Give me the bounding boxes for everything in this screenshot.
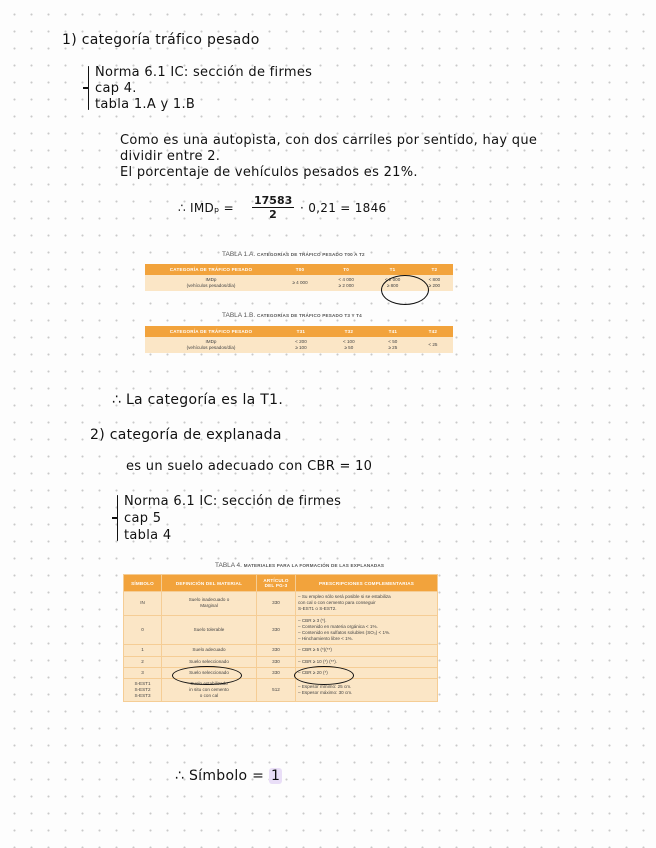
table-1a-cell — [369, 275, 415, 291]
articulo-cell: 330 — [257, 645, 296, 656]
table-1b-cell — [373, 337, 413, 353]
prescripciones-cell — [296, 592, 438, 616]
prescripciones-cell — [296, 656, 438, 667]
table-1b-caption — [222, 312, 362, 319]
table-1b-header: T32 — [325, 326, 373, 337]
ref1-line-1: Norma 6.1 IC: sección de firmes — [95, 65, 313, 80]
cell-line: – CBR ≥ 10 (*) (**). — [298, 658, 338, 664]
table-row — [124, 592, 438, 616]
table-1b-header: T42 — [413, 326, 453, 337]
conclusion-prefix: ∴ Símbolo = — [175, 768, 265, 784]
table-1a-caption-title: CATEGORÍAS DE TRÁFICO PESADO T00 A T2 — [256, 252, 365, 257]
simbolo-cell — [124, 645, 162, 656]
table-row — [124, 645, 438, 656]
simbolo-cell — [124, 592, 162, 616]
cell-line: Suelo estabilizado — [190, 680, 228, 686]
cell-line: ≥ 25 — [388, 345, 398, 351]
cell-line: – CBR ≥ 20 (*) — [298, 669, 328, 675]
section2-title: 2) categoría de explanada — [90, 427, 282, 443]
row-label-line: IMDp — [205, 339, 217, 344]
cell-line: ≥ 100 — [295, 345, 307, 351]
cell-line: ≥ 4 000 — [292, 280, 308, 286]
cell-line: 2 — [141, 658, 144, 664]
table-1b-cell — [277, 337, 325, 353]
ref1-line-3: tabla 1.A y 1.B — [95, 97, 196, 112]
cell-line: < 50 — [388, 339, 398, 344]
table-1b-cell — [325, 337, 373, 353]
ref2-line-1: Norma 6.1 IC: sección de firmes — [124, 494, 342, 509]
table-1a-caption-prefix: TABLA 1.A. — [222, 251, 256, 258]
table-1b-cell — [413, 337, 453, 353]
table-4-caption-title: MATERIALES PARA LA FORMACIÓN DE LAS EXPLANADAS — [243, 563, 385, 568]
ref2-line-3: tabla 4 — [124, 528, 172, 543]
table-1b-caption-prefix: TABLA 1.B. — [222, 312, 256, 319]
cell-line: 3 — [141, 669, 144, 675]
cell-line: Suelo inadecuado o — [188, 597, 230, 603]
table-1a-header: T1 — [369, 264, 415, 275]
table-1a-cell — [323, 275, 369, 291]
table-4-caption — [215, 562, 384, 569]
table-1a — [145, 264, 453, 291]
definicion-cell — [162, 645, 257, 656]
table-4-caption-prefix: TABLA 4. — [215, 562, 242, 569]
cell-line: < 2 000 — [384, 277, 401, 282]
cell-line: S-EST1 — [134, 680, 151, 686]
cell-line: S-EST1 o S-EST2. — [298, 606, 337, 612]
table-4-header: DEFINICIÓN DEL MATERIAL — [162, 575, 257, 592]
simbolo-value: 1 — [270, 768, 281, 784]
table-1a-caption — [222, 251, 365, 258]
cell-line: – Hinchamiento libre < 1%. — [298, 636, 354, 642]
formula-fraction — [252, 194, 294, 221]
table-1a-cell — [277, 275, 323, 291]
cell-line: o con cal — [199, 693, 219, 699]
note-line-2: dividir entre 2. — [120, 149, 221, 164]
simbolo-cell — [124, 678, 162, 702]
cell-line: Suelo adecuado — [192, 647, 226, 653]
articulo-cell: 330 — [257, 592, 296, 616]
table-1b-header: CATEGORÍA DE TRÁFICO PESADO — [145, 326, 277, 337]
prescripciones-cell — [296, 645, 438, 656]
cell-line: – Contenido en materia orgánica < 1%. — [298, 623, 378, 629]
definicion-cell — [162, 678, 257, 702]
cell-line: < 4 000 — [338, 277, 354, 282]
section1-conclusion: ∴ La categoría es la T1. — [112, 392, 284, 408]
reference-brace-1 — [88, 66, 89, 110]
table-1a-cell — [416, 275, 453, 291]
table-1a-header: T2 — [416, 264, 453, 275]
cell-line: < 800 — [428, 277, 441, 282]
simbolo-cell — [124, 615, 162, 645]
table-4 — [123, 574, 438, 702]
articulo-cell: 330 — [257, 656, 296, 667]
table-4-header: SÍMBOLO — [124, 575, 162, 592]
table-1b-header: T41 — [373, 326, 413, 337]
prescripciones-cell — [296, 615, 438, 645]
table-row — [124, 678, 438, 702]
table-row — [124, 667, 438, 678]
definicion-cell — [162, 592, 257, 616]
section1-title: 1) categoría tráfico pesado — [62, 32, 260, 48]
cell-line: ≥ 200 — [428, 283, 441, 289]
definicion-cell — [162, 615, 257, 645]
table-1a-row-label — [145, 275, 277, 291]
cell-line: S-EST3 — [134, 693, 151, 699]
formula-numerator: 17583 — [254, 194, 293, 207]
note-line-3: El porcentaje de vehículos pesados es 21%. — [120, 165, 418, 180]
row-label-line: (vehículos pesados/día) — [186, 283, 236, 289]
cell-line: ≥ 800 — [386, 283, 399, 289]
simbolo-cell — [124, 667, 162, 678]
table-1b-caption-title: CATEGORÍAS DE TRÁFICO PESADO T3 Y T4 — [256, 313, 362, 318]
cell-line: 1 — [141, 647, 144, 653]
definicion-cell — [162, 656, 257, 667]
table-row — [124, 656, 438, 667]
table-1a-header: CATEGORÍA DE TRÁFICO PESADO — [145, 264, 277, 275]
cell-line: S-EST2 — [134, 687, 151, 693]
cell-line: < 100 — [343, 339, 355, 344]
cell-line: IN — [140, 600, 145, 606]
formula-prefix: ∴ IMDₚ = — [178, 201, 234, 215]
row-label-line: (vehículos pesados/día) — [186, 345, 236, 351]
note-line-1: Como es una autopista, con dos carriles por sentido, hay que — [120, 133, 538, 148]
table-1b-row-label — [145, 337, 277, 353]
cell-line: Marginal — [200, 603, 218, 609]
row-label-line: IMDp — [205, 277, 217, 282]
cell-line: < 25 — [428, 342, 438, 348]
ref2-line-2: cap 5 — [124, 511, 162, 526]
table-1b-header: T31 — [277, 326, 325, 337]
articulo-cell: 512 — [257, 678, 296, 702]
cell-line: – Espesor máximo: 30 cm. — [298, 690, 353, 696]
table-row — [124, 615, 438, 645]
cell-line: < 200 — [295, 339, 307, 344]
table-1b — [145, 326, 453, 353]
cell-line: Suelo seleccionado — [189, 658, 229, 664]
ref1-line-2: cap 4. — [95, 81, 137, 96]
prescripciones-cell — [296, 678, 438, 702]
cell-line: ≥ 50 — [344, 345, 354, 351]
table-1a-header: T0 — [323, 264, 369, 275]
reference-brace-2 — [117, 495, 118, 541]
articulo-cell: 330 — [257, 615, 296, 645]
articulo-cell: 330 — [257, 667, 296, 678]
cell-line: con cal o con cemento para conseguir — [298, 600, 376, 606]
cell-line: 0 — [141, 626, 144, 632]
section2-conclusion — [175, 768, 282, 784]
prescripciones-cell — [296, 667, 438, 678]
cell-line: – Espesor mínimo: 25 cm. — [298, 683, 352, 689]
formula-suffix: · 0,21 = 1846 — [300, 201, 387, 215]
simbolo-cell — [124, 656, 162, 667]
cell-line: Suelo seleccionado — [189, 669, 229, 675]
table-4-header: ARTÍCULO DEL PG-3 — [257, 575, 296, 592]
cell-line: – CBR ≥ 3 (*). — [298, 617, 327, 623]
table-4-header: PRESCRIPCIONES COMPLEMENTARIAS — [296, 575, 438, 592]
cell-line: ≥ 2 000 — [338, 283, 354, 289]
section2-statement: es un suelo adecuado con CBR = 10 — [126, 459, 373, 474]
definicion-cell — [162, 667, 257, 678]
cell-line: – Su empleo sólo será posible si se estabiliza — [298, 594, 391, 599]
cell-line: in situ con cemento — [189, 687, 229, 693]
table-1a-header: T00 — [277, 264, 323, 275]
cell-line: – Contenido en sulfatos solubles (SO₃) < 1%. — [298, 629, 391, 635]
cell-line: Suelo tolerable — [193, 626, 225, 632]
formula-denominator: 2 — [269, 208, 277, 221]
cell-line: – CBR ≥ 5 (*)(**) — [298, 647, 332, 653]
